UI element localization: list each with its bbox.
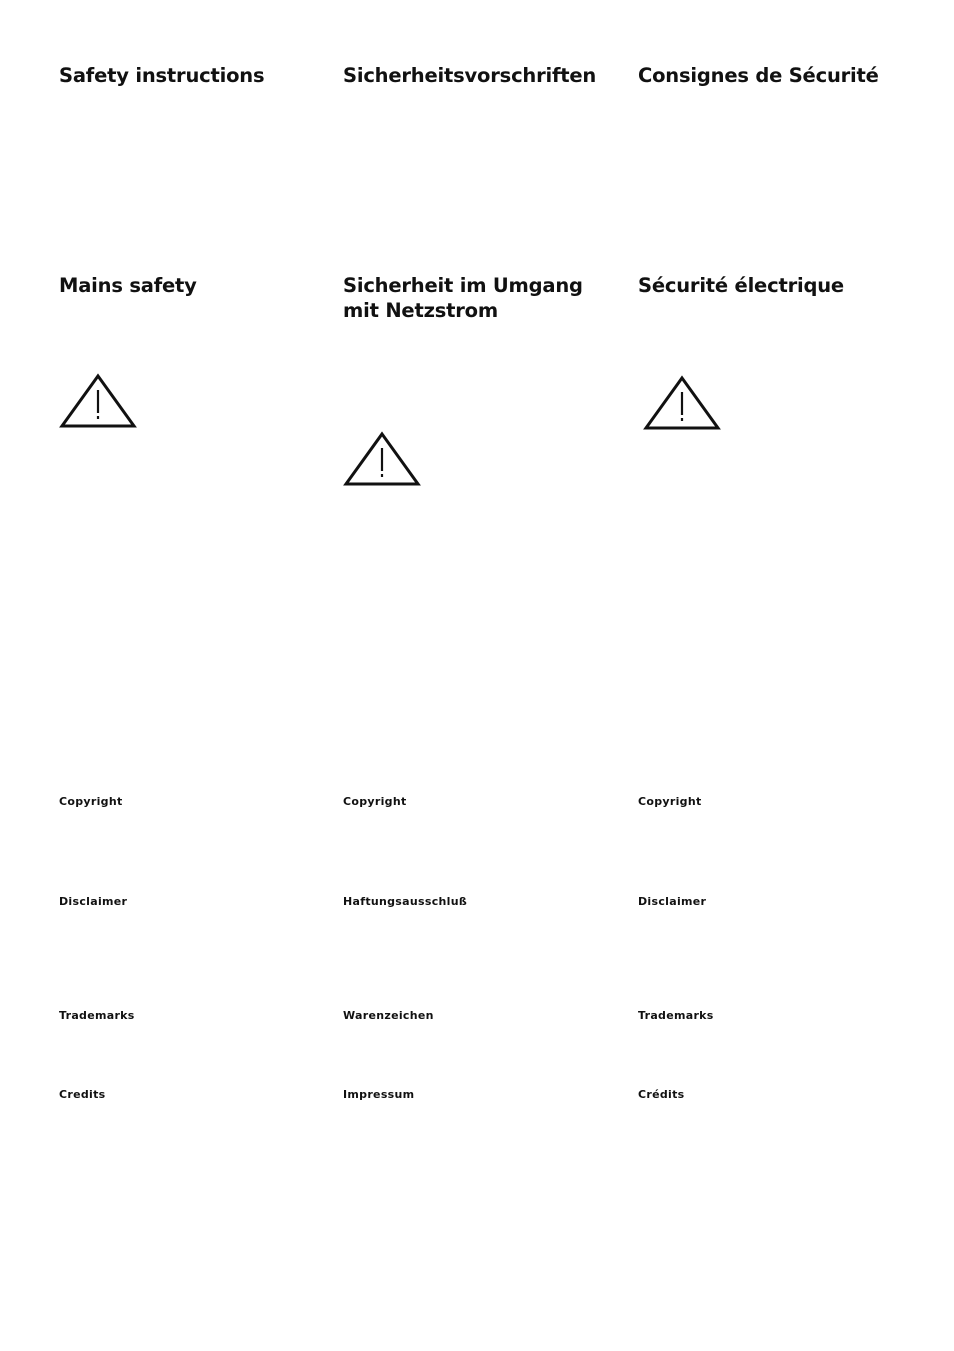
column-french <box>638 0 938 1351</box>
section-trademarks: Trademarks <box>59 1009 135 1022</box>
heading-sicherheitsvorschriften: Sicherheitsvorschriften <box>343 64 597 87</box>
section-copyright: Copyright <box>638 795 702 808</box>
section-credits: Crédits <box>638 1088 685 1101</box>
section-copyright: Copyright <box>59 795 123 808</box>
subheading-sicherheit-netzstrom: Sicherheit im Umgang mit Netzstrom <box>343 274 583 322</box>
section-copyright: Copyright <box>343 795 407 808</box>
heading-consignes-de-securite: Consignes de Sécurité <box>638 64 879 87</box>
subheading-securite-electrique: Sécurité électrique <box>638 274 844 297</box>
heading-safety-instructions: Safety instructions <box>59 64 265 87</box>
column-german <box>343 0 628 1351</box>
warning-triangle-icon <box>643 375 721 431</box>
section-haftungsausschluss: Haftungsausschluß <box>343 895 468 908</box>
section-disclaimer: Disclaimer <box>638 895 707 908</box>
subheading-mains-safety: Mains safety <box>59 274 197 297</box>
section-disclaimer: Disclaimer <box>59 895 128 908</box>
column-english <box>59 0 324 1351</box>
section-credits: Credits <box>59 1088 106 1101</box>
warning-triangle-icon <box>343 431 421 487</box>
section-impressum: Impressum <box>343 1088 415 1101</box>
section-trademarks: Trademarks <box>638 1009 714 1022</box>
section-warenzeichen: Warenzeichen <box>343 1009 434 1022</box>
warning-triangle-icon <box>59 373 137 429</box>
